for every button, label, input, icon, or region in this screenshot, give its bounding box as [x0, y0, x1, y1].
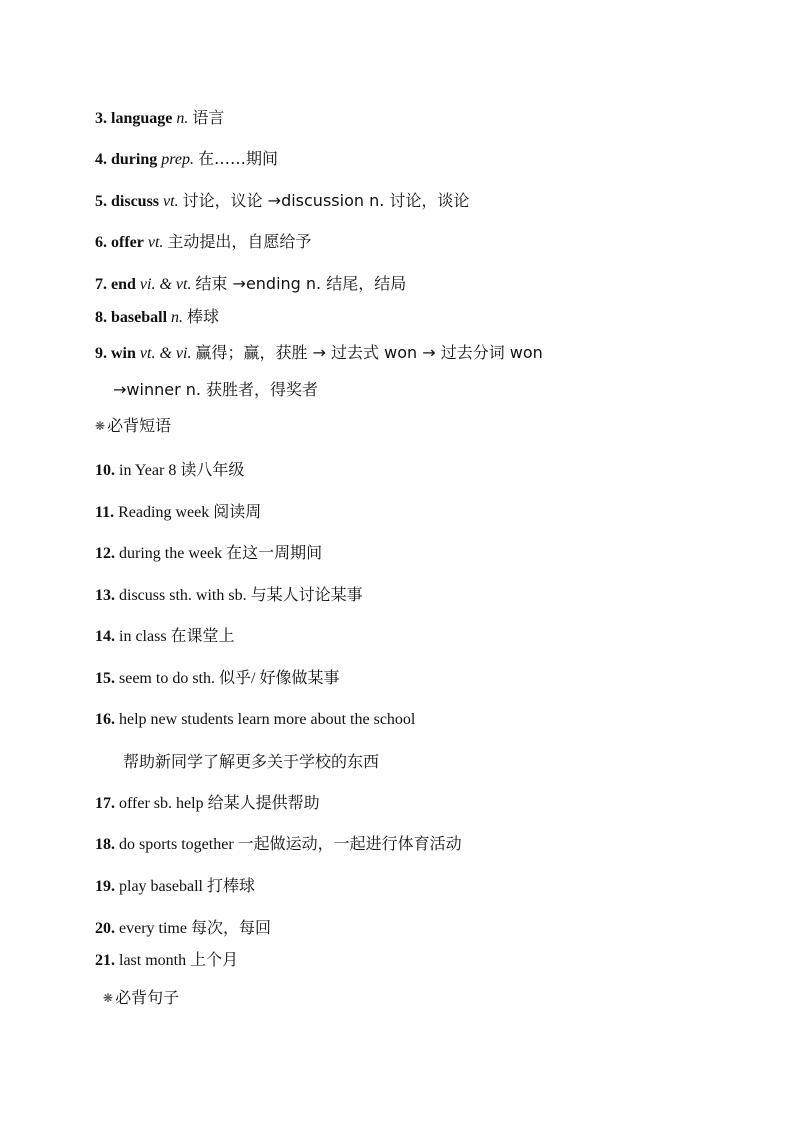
item-number: 15.	[95, 670, 115, 687]
item-number: 19.	[95, 878, 115, 895]
vocab-word: during	[111, 151, 158, 168]
part-of-speech: vt.	[147, 234, 164, 251]
definition: 结束 →ending n. 结尾，结局	[195, 274, 407, 293]
phrase-text: help new students learn more about the school	[119, 711, 416, 728]
phrase-text: in class 在课堂上	[119, 628, 235, 645]
phrase-item-10	[95, 461, 244, 481]
phrase-text: offer sb. help 给某人提供帮助	[119, 795, 320, 812]
item-number: 9.	[95, 345, 107, 362]
vocab-item-3	[95, 108, 224, 129]
item-number: 20.	[95, 920, 115, 937]
item-number: 10.	[95, 462, 115, 479]
definition: 讨论，议论 →discussion n. 讨论，谈论	[182, 191, 470, 210]
part-of-speech: prep.	[161, 151, 194, 168]
item-number: 17.	[95, 795, 115, 812]
phrase-text: every time 每次，每回	[119, 920, 271, 937]
phrase-text: discuss sth. with sb. 与某人讨论某事	[119, 587, 363, 604]
item-number: 6.	[95, 234, 107, 251]
flower-ornament-icon: ❋	[95, 419, 106, 433]
vocab-item-9-continuation	[113, 380, 318, 401]
phrase-text: in Year 8 读八年级	[119, 462, 245, 479]
item-number: 13.	[95, 587, 115, 604]
vocab-item-7	[95, 274, 406, 295]
flower-ornament-icon: ❋	[103, 991, 114, 1005]
item-number: 16.	[95, 711, 115, 728]
phrase-item-17	[95, 794, 320, 814]
vocab-word: baseball	[111, 309, 168, 326]
phrase-item-16	[95, 710, 415, 730]
phrase-item-18	[95, 835, 462, 855]
phrase-text: play baseball 打棒球	[119, 878, 255, 895]
vocab-word: win	[111, 345, 136, 362]
phrase-item-21	[95, 951, 238, 971]
definition: 语言	[192, 108, 225, 127]
part-of-speech: vi. & vt.	[139, 276, 192, 293]
item-number: 21.	[95, 952, 115, 969]
vocab-word: offer	[111, 234, 144, 251]
section-heading-sentences	[103, 988, 179, 1008]
vocab-item-9	[95, 343, 543, 364]
part-of-speech: n.	[171, 309, 184, 326]
section-title: 必背句子	[115, 988, 180, 1007]
section-title: 必背短语	[107, 416, 172, 435]
definition: 在……期间	[197, 149, 278, 168]
item-number: 5.	[95, 193, 107, 210]
definition: 棒球	[187, 307, 220, 326]
vocab-word: end	[111, 276, 136, 293]
phrase-text: last month 上个月	[119, 952, 239, 969]
vocab-item-5	[95, 191, 469, 212]
vocab-item-6	[95, 232, 311, 253]
phrase-item-15	[95, 669, 339, 689]
vocab-item-4	[95, 149, 278, 170]
item-number: 8.	[95, 309, 107, 326]
vocab-word: language	[111, 110, 173, 127]
phrase-text: do sports together 一起做运动，一起进行体育活动	[119, 836, 462, 853]
item-number: 11.	[95, 504, 115, 521]
item-number: 7.	[95, 276, 107, 293]
item-number: 3.	[95, 110, 107, 127]
vocab-word: discuss	[111, 193, 160, 210]
definition: 赢得；赢，获胜 → 过去式 won → 过去分词 won	[195, 343, 543, 362]
phrase-text: seem to do sth. 似乎/ 好像做某事	[119, 670, 340, 687]
phrase-item-16-translation	[123, 752, 379, 773]
phrase-text: Reading week 阅读周	[118, 504, 262, 521]
phrase-text: during the week 在这一周期间	[119, 545, 323, 562]
phrase-item-13	[95, 586, 363, 606]
item-number: 4.	[95, 151, 107, 168]
definition-continuation: →winner n. 获胜者，得奖者	[113, 380, 319, 399]
item-number: 12.	[95, 545, 115, 562]
phrase-translation: 帮助新同学了解更多关于学校的东西	[123, 752, 380, 771]
part-of-speech: vt.	[163, 193, 179, 210]
item-number: 14.	[95, 628, 115, 645]
phrase-item-11	[95, 503, 261, 523]
phrase-item-20	[95, 919, 271, 939]
definition: 主动提出，自愿给予	[167, 232, 312, 251]
part-of-speech: n.	[176, 110, 189, 127]
section-heading-phrases	[95, 416, 171, 436]
part-of-speech: vt. & vi.	[139, 345, 192, 362]
phrase-item-12	[95, 544, 322, 564]
phrase-item-14	[95, 627, 235, 647]
phrase-item-19	[95, 877, 255, 897]
item-number: 18.	[95, 836, 115, 853]
vocab-item-8	[95, 307, 219, 328]
